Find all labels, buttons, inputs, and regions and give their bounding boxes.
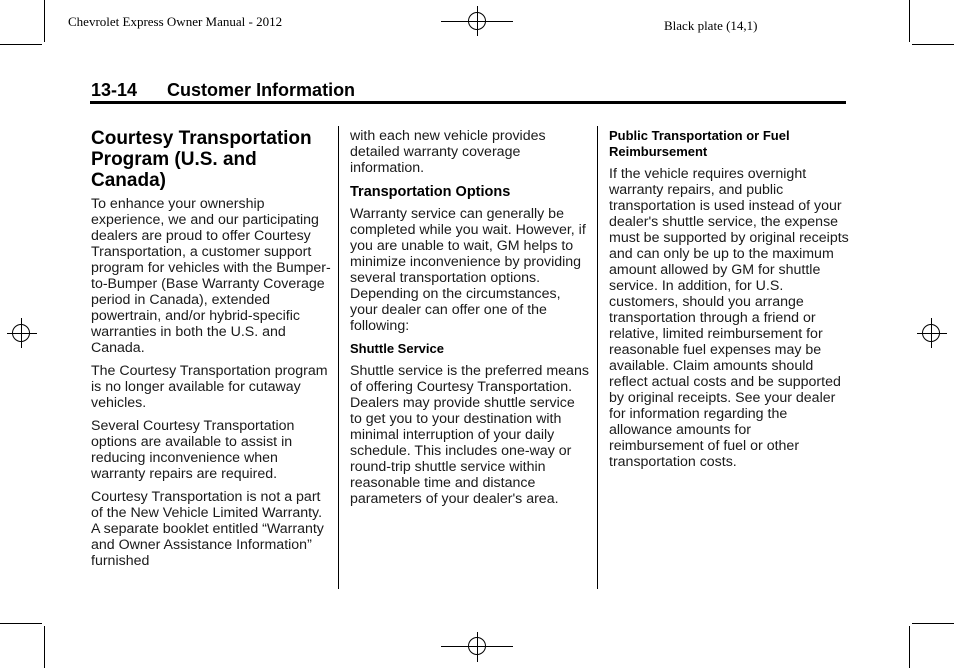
paragraph: Several Courtesy Transportation options are available to assist in reducing inconvenience when warranty repairs are required. [91,418,295,482]
column-divider [597,126,598,589]
paragraph: Courtesy Transportation is not a part of the New Vehicle Limited Warranty. A separate booklet entitled “Warranty and Owner Assistance Information” furnished [91,489,324,569]
page-header [91,80,355,101]
section-heading: Courtesy Transportation Program (U.S. and Canada) [91,128,312,191]
crop-mark [909,0,910,42]
column-2 [350,128,590,514]
crop-mark [44,0,45,42]
column-divider [338,126,339,589]
paragraph: Warranty service can generally be completed while you wait. However, if you are unable to wait, GM helps to minimize inconvenience by providing several transportation options. Depending on the circumstances, your dealer can offer one of the following: [350,206,586,334]
crop-mark [0,623,42,624]
subheading: Transportation Options [350,184,511,200]
paragraph: with each new vehicle provides detailed warranty coverage information. [350,128,546,176]
column-1 [91,128,331,576]
crop-mark [909,626,910,668]
paragraph: Shuttle service is the preferred means of offering Courtesy Transportation. Dealers may provide shuttle service to get you to your destination with minimal interruption of your daily schedule. This includes one-way or round-trip shuttle service within reasonable time and distance parameters of your dealer's area. [350,363,589,507]
header-rule [90,101,846,104]
manual-title: Chevrolet Express Owner Manual - 2012 [68,14,283,29]
minor-heading: Shuttle Service [350,341,444,356]
column-3 [609,128,849,477]
crop-mark [912,44,954,45]
crop-mark [912,623,954,624]
paragraph: To enhance your ownership experience, we and our participating dealers are proud to offer Courtesy Transportation, a customer support program for vehicles with the Bumper-to-Bumper (Base Warranty Coverage period in Canada), extended powertrain, and/or hybrid-specific warranties in both the U.S. and Canada. [91,196,331,356]
black-plate-label: Black plate (14,1) [664,18,758,33]
paragraph: The Courtesy Transportation program is no longer available for cutaway vehicles. [91,363,328,411]
minor-heading: Public Transportation or Fuel Reimbursement [609,128,790,159]
crop-mark [0,44,42,45]
paragraph: If the vehicle requires overnight warranty repairs, and public transportation is used instead of your dealer's shuttle service, the expense must be supported by original receipts and can only be up to the maximum amount allowed by GM for shuttle service. In addition, for U.S. customers, should you arrange transportation through a friend or relative, limited reimbursement for reasonable fuel expenses may be available. Claim amounts should reflect actual costs and be supported by original receipts. See your dealer for information regarding the allowance amounts for reimbursement of fuel or other transportation costs. [609,166,849,470]
section-title: Customer Information [167,80,356,100]
crop-mark [44,626,45,668]
page-number: 13-14 [91,80,138,100]
